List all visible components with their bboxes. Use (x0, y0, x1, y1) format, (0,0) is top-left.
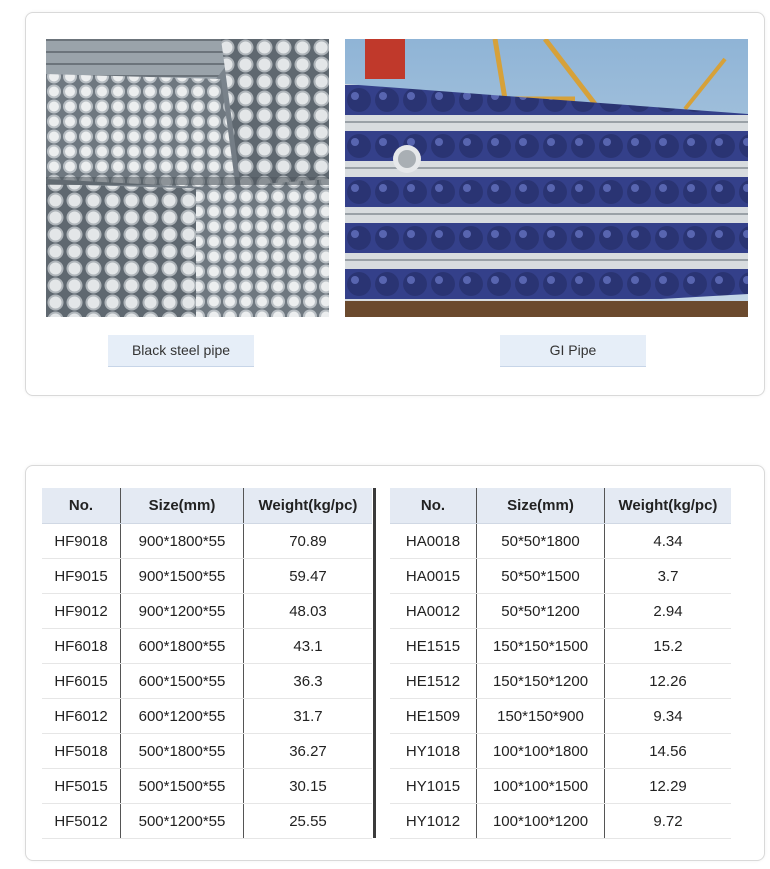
cell-weight: 59.47 (244, 559, 373, 594)
cell-weight: 48.03 (244, 594, 373, 629)
cell-size: 500*1200*55 (121, 804, 244, 839)
product-photos-card (25, 12, 765, 396)
header-no: No. (42, 488, 121, 524)
cell-no: HY1018 (390, 734, 477, 769)
header-weight: Weight(kg/pc) (244, 488, 373, 524)
cell-weight: 9.34 (605, 699, 732, 734)
table-header-row (390, 488, 731, 524)
cell-size: 150*150*1500 (477, 629, 605, 664)
table-row (390, 629, 731, 664)
cell-weight: 70.89 (244, 524, 373, 559)
table-row (42, 524, 372, 559)
cell-size: 50*50*1200 (477, 594, 605, 629)
spec-table-card (25, 465, 765, 861)
cell-size: 600*1200*55 (121, 699, 244, 734)
cell-size: 600*1800*55 (121, 629, 244, 664)
header-weight: Weight(kg/pc) (605, 488, 732, 524)
table-header-row (42, 488, 372, 524)
cell-weight: 14.56 (605, 734, 732, 769)
cell-size: 100*100*1200 (477, 804, 605, 839)
table-row (42, 769, 372, 804)
cell-weight: 36.3 (244, 664, 373, 699)
cell-no: HF9018 (42, 524, 121, 559)
spec-table-right (390, 488, 731, 839)
cell-size: 100*100*1800 (477, 734, 605, 769)
table-row (42, 664, 372, 699)
cell-no: HF6012 (42, 699, 121, 734)
cell-no: HY1012 (390, 804, 477, 839)
black-steel-pipe-photo (46, 39, 329, 317)
header-size: Size(mm) (477, 488, 605, 524)
table-divider (373, 488, 376, 838)
cell-size: 150*150*900 (477, 699, 605, 734)
black-steel-pipe-caption: Black steel pipe (108, 335, 254, 367)
cell-no: HF5015 (42, 769, 121, 804)
cell-no: HF9012 (42, 594, 121, 629)
gi-pipe-caption: GI Pipe (500, 335, 646, 367)
cell-weight: 9.72 (605, 804, 732, 839)
cell-no: HE1515 (390, 629, 477, 664)
cell-weight: 30.15 (244, 769, 373, 804)
cell-weight: 15.2 (605, 629, 732, 664)
cell-size: 100*100*1500 (477, 769, 605, 804)
cell-weight: 12.29 (605, 769, 732, 804)
table-row (42, 629, 372, 664)
table-row (42, 734, 372, 769)
table-row (42, 594, 372, 629)
cell-no: HF6018 (42, 629, 121, 664)
table-row (390, 559, 731, 594)
gi-pipe-photo (345, 39, 748, 317)
table-row (390, 594, 731, 629)
table-row (42, 804, 372, 839)
table-row (390, 804, 731, 839)
cell-no: HF9015 (42, 559, 121, 594)
cell-no: HE1509 (390, 699, 477, 734)
cell-weight: 31.7 (244, 699, 373, 734)
cell-size: 150*150*1200 (477, 664, 605, 699)
table-row (42, 699, 372, 734)
cell-weight: 36.27 (244, 734, 373, 769)
cell-no: HF5012 (42, 804, 121, 839)
header-size: Size(mm) (121, 488, 244, 524)
cell-weight: 4.34 (605, 524, 732, 559)
cell-size: 900*1500*55 (121, 559, 244, 594)
cell-size: 50*50*1500 (477, 559, 605, 594)
cell-no: HY1015 (390, 769, 477, 804)
cell-no: HF6015 (42, 664, 121, 699)
cell-weight: 12.26 (605, 664, 732, 699)
cell-no: HE1512 (390, 664, 477, 699)
cell-no: HA0015 (390, 559, 477, 594)
spec-table-left (42, 488, 372, 839)
cell-no: HA0012 (390, 594, 477, 629)
cell-weight: 25.55 (244, 804, 373, 839)
cell-weight: 43.1 (244, 629, 373, 664)
table-row (390, 524, 731, 559)
table-row (390, 734, 731, 769)
table-row (42, 559, 372, 594)
table-row (390, 699, 731, 734)
cell-size: 500*1800*55 (121, 734, 244, 769)
table-row (390, 664, 731, 699)
cell-size: 500*1500*55 (121, 769, 244, 804)
cell-size: 50*50*1800 (477, 524, 605, 559)
cell-size: 900*1200*55 (121, 594, 244, 629)
cell-no: HF5018 (42, 734, 121, 769)
cell-no: HA0018 (390, 524, 477, 559)
header-no: No. (390, 488, 477, 524)
cell-weight: 2.94 (605, 594, 732, 629)
cell-size: 900*1800*55 (121, 524, 244, 559)
cell-weight: 3.7 (605, 559, 732, 594)
table-row (390, 769, 731, 804)
cell-size: 600*1500*55 (121, 664, 244, 699)
